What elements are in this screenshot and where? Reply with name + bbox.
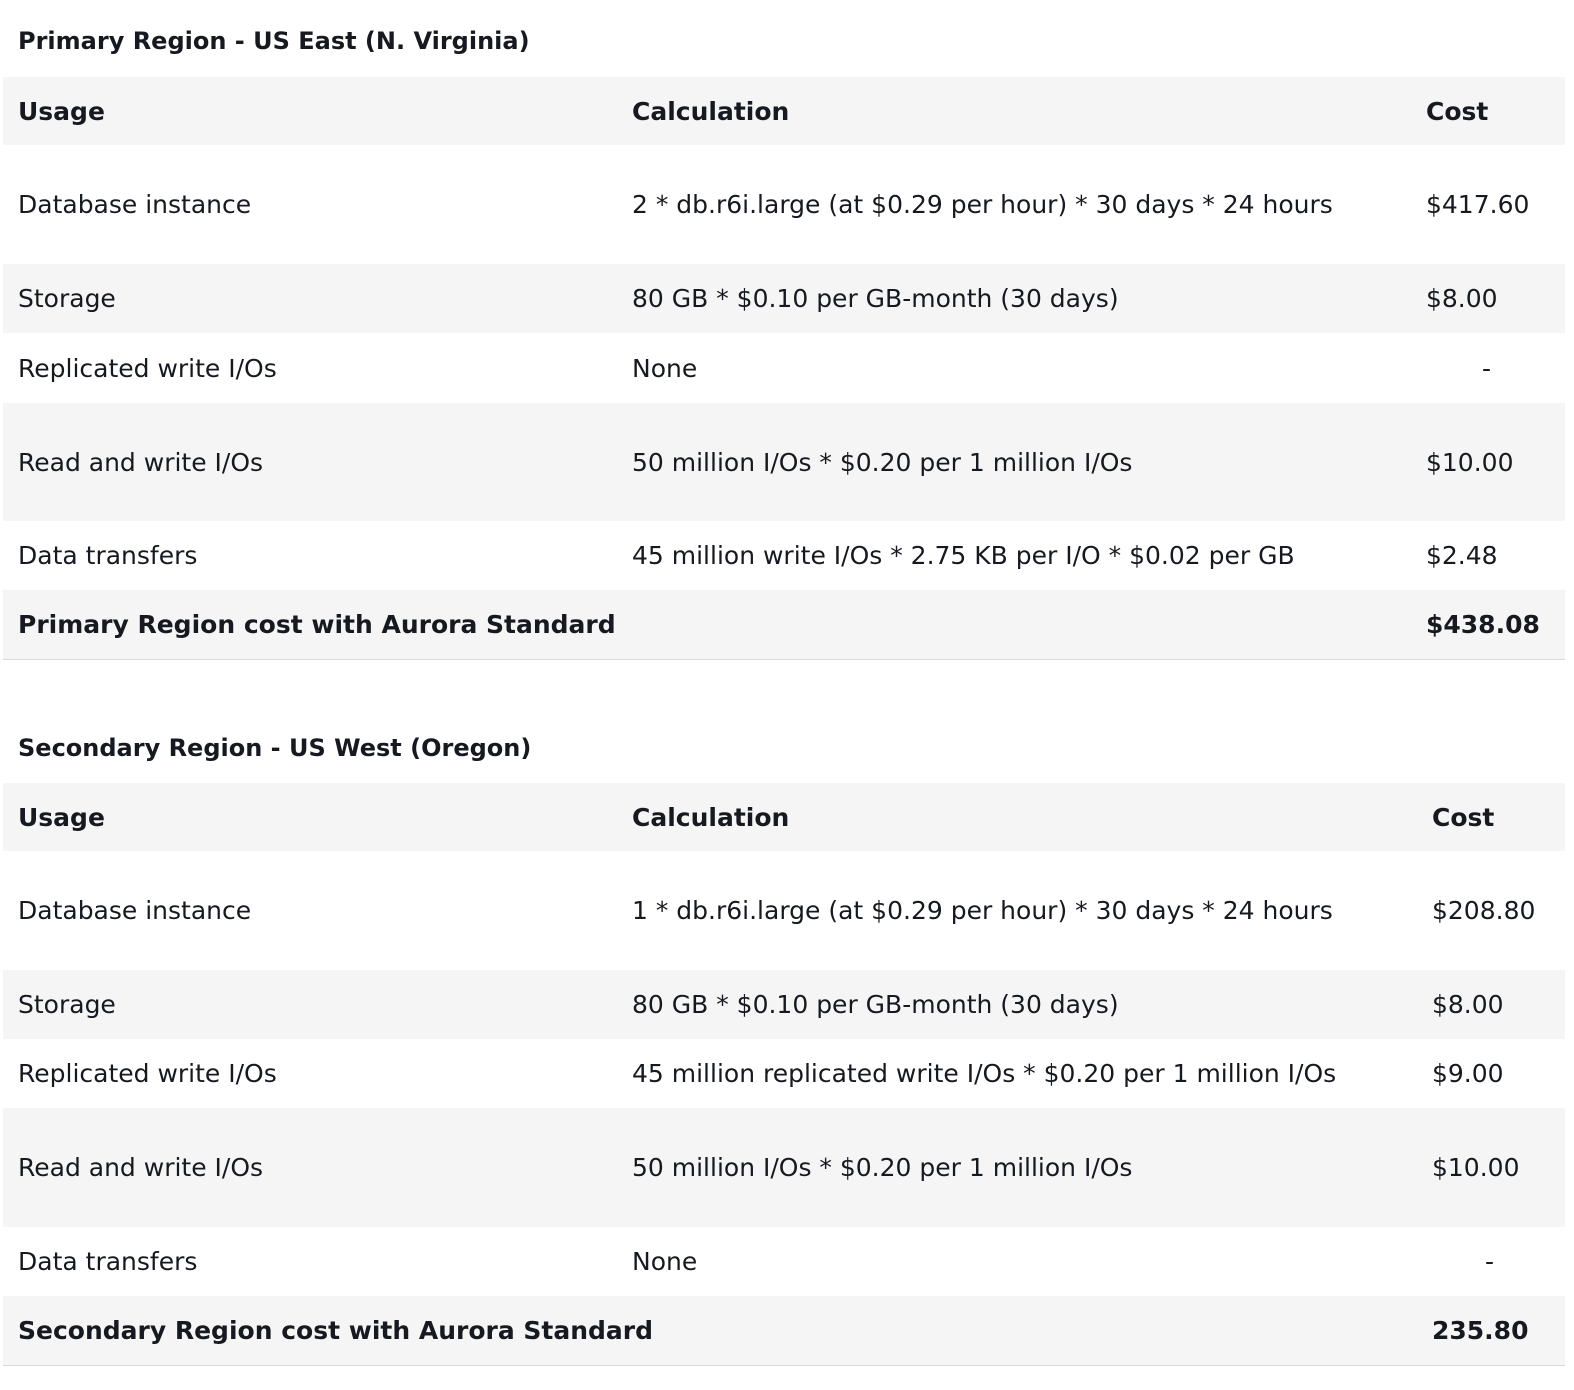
total-cost: 235.80 <box>1432 1316 1529 1345</box>
header-usage: Usage <box>18 96 105 126</box>
calculation-cell: 45 million write I/Os * 2.75 KB per I/O * $0.02 per GB <box>632 541 1295 570</box>
secondary-region-title: Secondary Region - US West (Oregon) <box>18 734 532 762</box>
usage-cell: Database instance <box>18 896 252 925</box>
cost-cell: $9.00 <box>1432 1059 1504 1088</box>
table-row <box>3 333 1565 403</box>
cost-cell: $8.00 <box>1426 284 1498 313</box>
header-calculation: Calculation <box>632 96 790 126</box>
table-header-row <box>3 783 1565 851</box>
table-row <box>3 851 1565 970</box>
cost-cell: $8.00 <box>1432 990 1504 1019</box>
cost-cell: $208.80 <box>1432 896 1536 925</box>
table-row <box>3 403 1565 521</box>
calculation-cell: None <box>632 1247 698 1276</box>
calculation-cell: 50 million I/Os * $0.20 per 1 million I/Os <box>632 447 1133 477</box>
total-label: Primary Region cost with Aurora Standard <box>18 610 616 639</box>
cost-cell: $417.60 <box>1426 190 1530 219</box>
usage-cell: Read and write I/Os <box>18 1153 264 1182</box>
calculation-cell: 1 * db.r6i.large (at $0.29 per hour) * 30 days * 24 hours <box>632 896 1333 925</box>
table-row <box>3 970 1565 1039</box>
calculation-cell: 45 million replicated write I/Os * $0.20 per 1 million I/Os <box>632 1059 1337 1088</box>
header-usage: Usage <box>18 802 105 832</box>
calculation-cell: 50 million I/Os * $0.20 per 1 million I/Os <box>632 1153 1133 1182</box>
cost-cell: $10.00 <box>1432 1153 1520 1182</box>
cost-cell: $10.00 <box>1426 447 1514 477</box>
table-row <box>3 1227 1565 1296</box>
usage-cell: Storage <box>18 990 116 1019</box>
usage-cell: Replicated write I/Os <box>18 1059 277 1088</box>
header-cost: Cost <box>1426 96 1489 126</box>
header-calculation: Calculation <box>632 802 790 832</box>
total-row <box>3 1296 1565 1366</box>
total-label: Secondary Region cost with Aurora Standard <box>18 1316 654 1345</box>
usage-cell: Data transfers <box>18 1247 198 1276</box>
calculation-cell: 80 GB * $0.10 per GB-month (30 days) <box>632 990 1119 1019</box>
calculation-cell: None <box>632 353 698 383</box>
cost-cell: - <box>1482 353 1492 383</box>
calculation-cell: 2 * db.r6i.large (at $0.29 per hour) * 30 days * 24 hours <box>632 190 1333 219</box>
table-row <box>3 1039 1565 1108</box>
table-header-row <box>3 77 1565 145</box>
cost-cell: $2.48 <box>1426 541 1498 570</box>
total-row <box>3 590 1565 660</box>
total-cost: $438.08 <box>1426 610 1540 639</box>
table-row <box>3 264 1565 333</box>
usage-cell: Storage <box>18 284 116 313</box>
table-row <box>3 145 1565 264</box>
primary-region-title: Primary Region - US East (N. Virginia) <box>18 27 530 55</box>
calculation-cell: 80 GB * $0.10 per GB-month (30 days) <box>632 284 1119 313</box>
usage-cell: Replicated write I/Os <box>18 353 277 383</box>
usage-cell: Data transfers <box>18 541 198 570</box>
header-cost: Cost <box>1432 802 1495 832</box>
table-row <box>3 1108 1565 1227</box>
usage-cell: Database instance <box>18 190 252 219</box>
cost-cell: - <box>1485 1247 1495 1276</box>
usage-cell: Read and write I/Os <box>18 447 264 477</box>
table-row <box>3 521 1565 590</box>
